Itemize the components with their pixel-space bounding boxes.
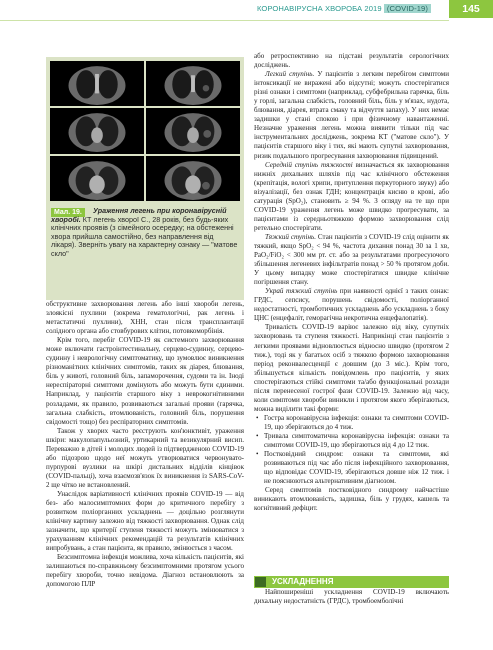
right-column [254, 52, 449, 513]
ct-scan-image [50, 156, 144, 201]
paragraph: Серед симптомів постковідного синдрому найчастіше виникають втомлюваність, задишка, біль у грудях, кашель та когнітивний дефіцит. [254, 486, 449, 513]
figure-box [46, 57, 244, 300]
section-title: УСКЛАДНЕННЯ [272, 577, 334, 586]
list-item: • Гостра коронавірусна інфекція: ознаки та симптоми COVID-19, що зберігаються до 4 тиж. [264, 414, 449, 432]
severe-paragraph [254, 233, 449, 287]
forms-list [254, 414, 449, 486]
figure-caption [51, 207, 239, 259]
critical-label: Украй тяжкий ступінь [265, 287, 338, 296]
critical-paragraph [254, 287, 449, 323]
page-number: 145 [449, 0, 493, 18]
mild-text: У пацієнтів з легким перебігом симптоми інтоксикації не виражені або відсутні; можуть спостерігатися різні ознаки і симптоми (наприклад, субфебрильна гарячка, біль у горлі, загальна слабкість, головний біль, біль у м'язах, нудота, блювання, діарея, втрата смаку та відчуття запаху). У них немає задишки у стані спокою і при фізичному навантаженні. Незначне ураження легень можна виявити тільки під час інструментальних досліджень, зокрема КТ ("матове скло"). У пацієнтів старшого віку і тих, які мають супутні захворювання, ризик подальшого прогресування захворювання підвищений. [254, 70, 449, 160]
mild-label: Легкий ступінь. [265, 70, 315, 79]
moderate-text: визначається як захворювання нижніх дихальних шляхів під час клінічного обстеження (крепітація, вологі хрипи, притуплення перкуторного звуку) або візуалізації, без ознак ГДН; концентрація кисню в крові, або сатурація (SpO₂), становить ≥ 94 %. З огляду на те що при COVID-19 ураження легень може швидко прогресувати, за пацієнтами із середньотяжкою формою захворювання слід ретельно спостерігати. [254, 160, 449, 232]
moderate-paragraph [254, 161, 449, 233]
ct-scan-image [146, 61, 240, 106]
severe-label: Тяжкий ступінь. [265, 232, 316, 241]
paragraph: Найпоширеніші ускладнення COVID-19 включають дихальну недостатність (ГРДС), тромбоемболічні [254, 588, 449, 606]
ct-scan-image [50, 108, 144, 153]
moderate-label: Середній ступінь тяжкості [265, 160, 353, 169]
ct-scan-image [50, 61, 144, 106]
section-heading [254, 576, 449, 588]
running-title-text: КОРОНАВІРУСНА ХВОРОБА 2019 [256, 4, 382, 13]
running-title-highlight: (COVID-19) [384, 4, 431, 13]
ct-scan-grid [50, 61, 240, 201]
page-header [0, 0, 493, 22]
figure-caption-text: КТ легень хворої С., 28 років, без будь-яких клінічних проявів (з сімейного осередку; на обстеженні хвора прийшла самостійно, без направлення від лікаря). Зверніть увагу на характерну ознаку — "матове скло" [51, 214, 238, 258]
list-item: • Постковідний синдром: ознаки та симптоми, які розвиваються під час або після інфекційного захворювання, що відповідає COVID-19, зберігаються довше ніж 12 тиж. і не пояснюються альтернативним діагнозом. [264, 450, 449, 486]
paragraph: обструктивне захворювання легень або інші хвороби легень, злоякісні пухлини (зокрема гематологічні, рак легень і метастатичні пухлини), ХНН, стан після трансплантації солідного органа або стовбурових клітин, потовкоморбінія. [46, 300, 244, 336]
ct-scan-image [146, 108, 240, 153]
mild-paragraph [254, 70, 449, 160]
complications-text [254, 588, 449, 606]
running-title [257, 4, 431, 13]
paragraph: Крім того, перебіг COVID-19 як системного захворювання може включати гастроінтестинальну, серцево-судинну, серцево-судинну і неврологічну симптоматику, що зумовлює виникнення різноманітних клінічних симптомів, таких як діарея, блювання, біль у животі, головний біль, запаморочення, судоми та ін. Іноді нереспіраторні симптоми домінують або можуть бути єдиними. Наприклад, у пацієнтів старшого віку з неврокогнітивними розладами, як правило, розвиваються загальні прояви (гарячка, загальна слабкість, втомлюваність, головний біль, порушення свідомості тощо) без респіраторних симптомів. [46, 336, 244, 426]
section-icon [255, 577, 266, 587]
paragraph: Унаслідок варіативності клінічних проявів COVID-19 — від без- або малосимптомних форм до критичного перебігу з розвитком поліорганних ускладнень — доцільно розглянути клінічну картину залежно від тяжкості захворювання. Однак слід зазначити, що критерії ступеня тяжкості можуть змінюватися з урахуванням клінічних рекомендацій та результатів клінічних випробувань, а стан пацієнта, як правило, змінюється з часом. [46, 489, 244, 553]
figure-tag: Мал. 19. [51, 208, 85, 217]
list-item: • Тривала симптоматична коронавірусна інфекція: ознаки та симптоми COVID-19, що зберігаються від 4 до 12 тиж. [264, 432, 449, 450]
paragraph: або ретроспективно на підставі результатів серологічних досліджень. [254, 52, 449, 70]
paragraph: Безсимптомна інфекція можлива, хоча кількість пацієнтів, які залишаються по-справжньому безсимптомними протягом усього перебігу хвороби, точно невідома. Діагноз встановлюють за допомогою ПЛР [46, 553, 244, 589]
paragraph: Тривалість COVID-19 варіює залежно від віку, супутніх захворювань та ступеня тяжкості. Наприкінці стан пацієнтів з легкими проявами відновлюється відносно швидко (протягом 2 тиж.), тоді як у багатьох осіб з тяжкою формою захворювання період реконвалесценції є довшим (до 3 міс.). Крім того, збільшується кількість повідомлень про пацієнтів, у яких спостерігаються стійкі симптоми та/або функціональні розлади після перенесеної гострої фази COVID-19. Залежно від часу, коли симптоми хвороби виникли і протягом якого зберігаються, можна виділити такі форми: [254, 323, 449, 413]
header-divider [0, 20, 449, 21]
ct-scan-image [146, 156, 240, 201]
critical-text: при наявності однієї з таких ознак: ГРДС, сепсису, порушень свідомості, поліорганної недостатності, тромботичних ускладнень або ускладнень з боку ЦНС (енцефаліт, геморагічна некротична енцефалопатія). [254, 287, 449, 323]
left-column [46, 300, 244, 590]
severe-text: Стан пацієнтів з COVID-19 слід оцінити як тяжкий, якщо SpO₂ < 94 %, частота дихання понад 30 за 1 хв, PaO₂/FiO₂ < 300 мм рт. ст. або за результатами прогресуючого збільшення легеневих інфільтратів понад > 50 % протягом доби. У цьому випадку може спостерігатися швидке клінічне погіршення стану. [254, 232, 449, 287]
figure-caption-title: Ураження легень при коронавірусній хворобі. [51, 206, 227, 224]
paragraph: Також у хворих часто реєструють кон'юнктивіт, ураження шкіри: макулопапульозний, уртикарний та везикулярний висип. Переважно в дітей і молодих людей із підтвердженою COVID-19 або підозрою щодо неї можуть утворюватися червонувато-пурпурові вузлики на шкірі дистальних відділів кінцівок (COVID-пальці), хоча взаємозв'язок їх виникнення із SARS-CoV-2 ще чітко не встановлений. [46, 426, 244, 489]
